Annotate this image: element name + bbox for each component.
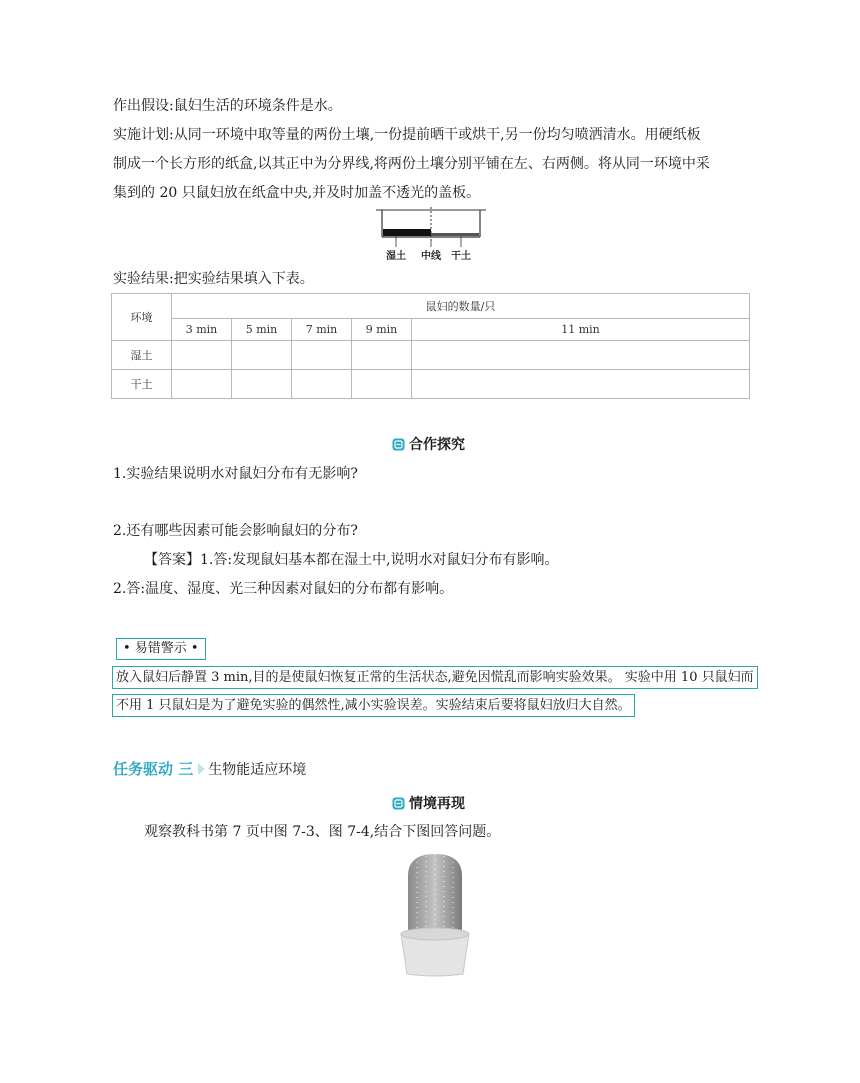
wet-soil-layer xyxy=(383,229,431,236)
scenario-text: 观察教科书第 7 页中图 7-3、图 7-4,结合下图回答问题。 xyxy=(144,824,501,840)
plan-text-line2: 制成一个长方形的纸盒,以其正中为分界线,将两份土壤分别平铺在左、右两侧。将从同一环境中采 xyxy=(113,156,710,172)
env-cell: 湿土 xyxy=(112,341,172,370)
time-header-cell: 11 min xyxy=(412,319,750,341)
value-cell[interactable] xyxy=(232,370,292,399)
value-cell[interactable] xyxy=(292,370,352,399)
value-cell[interactable] xyxy=(412,341,750,370)
hypothesis-text: 作出假设:鼠妇生活的环境条件是水。 xyxy=(113,98,342,114)
answer-1: 【答案】1.答:发现鼠妇基本都在湿土中,说明水对鼠妇分布有影响。 xyxy=(144,552,559,568)
time-header-cell: 9 min xyxy=(352,319,412,341)
env-header-cell: 环境 xyxy=(112,294,172,341)
time-header-cell: 3 min xyxy=(172,319,232,341)
diagram-label-center: 中线 xyxy=(421,251,441,262)
value-cell[interactable] xyxy=(352,370,412,399)
warning-line-2: 不用 1 只鼠妇是为了避免实验的偶然性,减小实验误差。实验结束后要将鼠妇放归大自然。 xyxy=(112,694,635,717)
cooperation-title: 合作探究 xyxy=(409,437,465,453)
question-2: 2.还有哪些因素可能会影响鼠妇的分布? xyxy=(113,523,358,539)
value-cell[interactable] xyxy=(412,370,750,399)
section-badge-icon xyxy=(392,438,405,451)
plan-text-line1: 实施计划:从同一环境中取等量的两份土壤,一份提前晒干或烘干,另一份均匀喷洒清水。用硬纸板 xyxy=(113,127,701,143)
table-row xyxy=(112,370,750,399)
env-cell: 干土 xyxy=(112,370,172,399)
value-cell[interactable] xyxy=(232,341,292,370)
count-header-cell: 鼠妇的数量/只 xyxy=(172,294,750,319)
scenario-title: 情境再现 xyxy=(409,796,465,812)
scenario-heading xyxy=(392,793,465,813)
diagram-label-dry: 干土 xyxy=(451,251,471,262)
value-cell[interactable] xyxy=(292,341,352,370)
question-1: 1.实验结果说明水对鼠妇分布有无影响? xyxy=(113,466,358,482)
task-title: 生物能适应环境 xyxy=(208,761,307,778)
cactus-image xyxy=(395,850,475,978)
table-row xyxy=(112,341,750,370)
warning-line-1: 放入鼠妇后静置 3 min,目的是使鼠妇恢复正常的生活状态,避免因慌乱而影响实验效果。 实验中用 10 只鼠妇而 xyxy=(112,666,758,689)
warning-tag: • 易错警示 • xyxy=(116,638,206,660)
chevron-right-icon xyxy=(197,762,206,776)
dry-soil-layer xyxy=(431,233,479,236)
task-heading xyxy=(113,758,306,779)
result-intro-text: 实验结果:把实验结果填入下表。 xyxy=(113,271,314,287)
experiment-box-diagram xyxy=(376,205,486,265)
answer-2: 2.答:温度、湿度、光三种因素对鼠妇的分布都有影响。 xyxy=(113,581,454,597)
cooperation-heading xyxy=(392,434,465,454)
value-cell[interactable] xyxy=(352,341,412,370)
time-header-cell: 7 min xyxy=(292,319,352,341)
diagram-label-wet: 湿土 xyxy=(386,251,406,262)
task-label: 任务驱动 三 xyxy=(113,760,194,778)
result-table xyxy=(111,293,750,399)
value-cell[interactable] xyxy=(172,341,232,370)
plan-text-line3: 集到的 20 只鼠妇放在纸盒中央,并及时加盖不透光的盖板。 xyxy=(113,185,481,201)
section-badge-icon xyxy=(392,797,405,810)
value-cell[interactable] xyxy=(172,370,232,399)
time-header-cell: 5 min xyxy=(232,319,292,341)
